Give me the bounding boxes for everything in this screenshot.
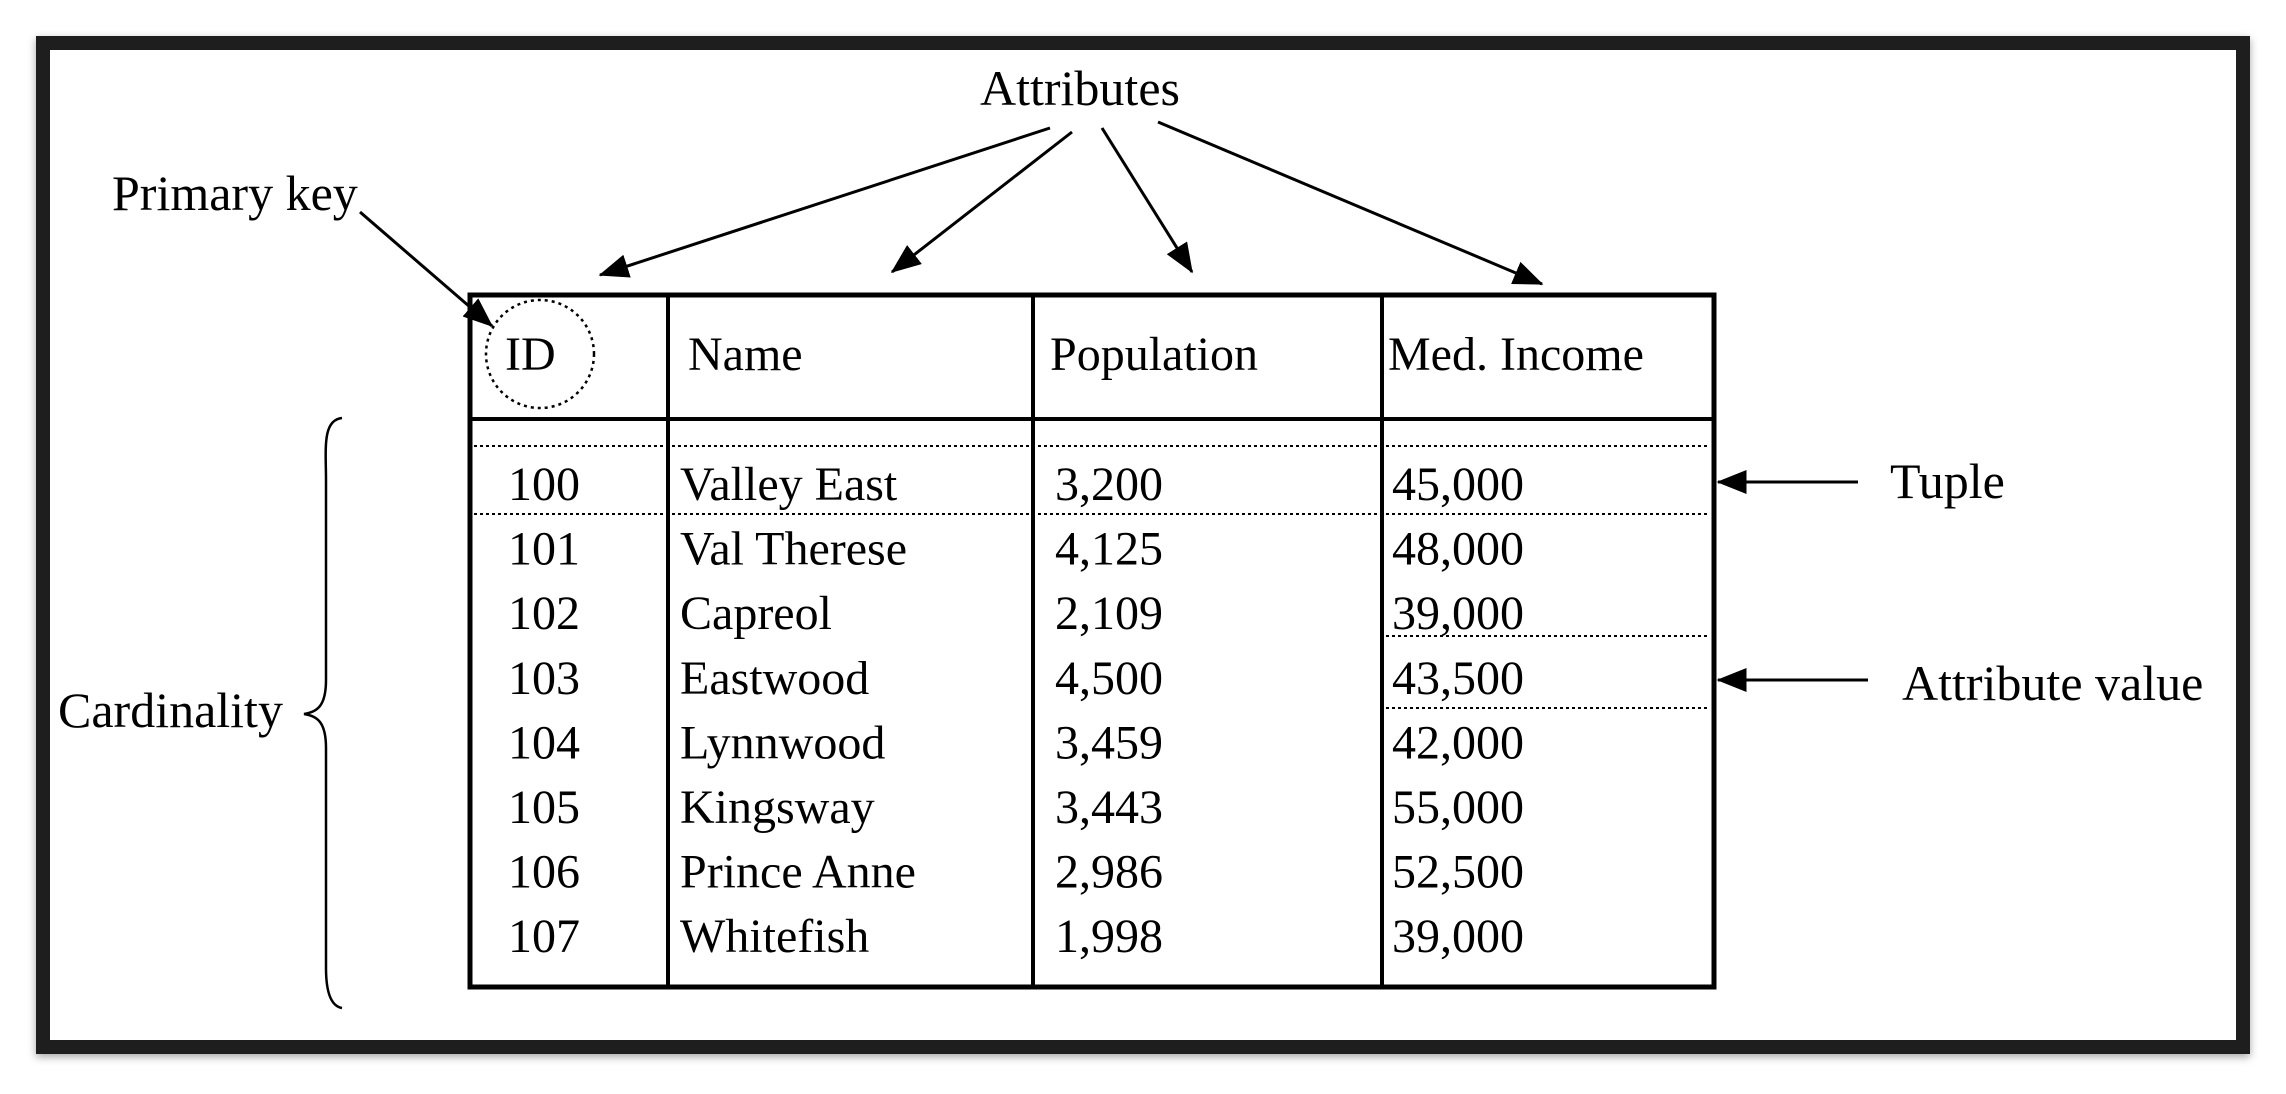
attribute-arrow-income bbox=[1158, 122, 1542, 284]
cardinality-brace bbox=[304, 418, 342, 1008]
table-cell: 4,500 bbox=[1055, 651, 1163, 705]
table-cell: 3,200 bbox=[1055, 458, 1163, 511]
header-cell-population: Population bbox=[1050, 328, 1259, 381]
table-cell: 43,500 bbox=[1392, 651, 1524, 705]
table-cell: 102 bbox=[508, 587, 580, 641]
table-cell: 105 bbox=[508, 781, 580, 834]
header-cell-id: ID bbox=[505, 328, 556, 381]
table-cell: 106 bbox=[508, 845, 580, 899]
table-cell: 39,000 bbox=[1392, 587, 1524, 641]
table-cell: 103 bbox=[508, 651, 580, 705]
table-cell: 39,000 bbox=[1392, 910, 1524, 964]
attribute-arrow-population bbox=[1102, 128, 1192, 272]
table-cell: Valley East bbox=[680, 458, 898, 511]
table-cell: 104 bbox=[508, 716, 580, 770]
table-row bbox=[508, 523, 1524, 576]
table-cell: Eastwood bbox=[680, 651, 870, 705]
table-header-row bbox=[505, 328, 1644, 381]
table-cell: 3,443 bbox=[1055, 781, 1163, 834]
table-cell: 100 bbox=[508, 458, 580, 511]
table-cell: 101 bbox=[508, 522, 580, 576]
table-cell: 52,500 bbox=[1392, 845, 1524, 899]
table-cell: 107 bbox=[508, 910, 580, 964]
attribute-value-label: Attribute value bbox=[1902, 655, 2204, 711]
table-row bbox=[508, 716, 1524, 769]
attribute-arrow-name bbox=[892, 132, 1072, 272]
table-cell: 55,000 bbox=[1392, 781, 1524, 834]
table-cell: 42,000 bbox=[1392, 716, 1524, 770]
tuple-label: Tuple bbox=[1890, 453, 2005, 509]
table-cell: Whitefish bbox=[680, 910, 870, 964]
table-cell: 3,459 bbox=[1055, 716, 1163, 770]
table-cell: 1,998 bbox=[1055, 910, 1163, 964]
table-cell: Val Therese bbox=[680, 522, 908, 576]
table-body bbox=[508, 458, 1524, 963]
table-row bbox=[508, 587, 1524, 640]
header-cell-name: Name bbox=[688, 328, 803, 381]
table-row bbox=[508, 910, 1524, 963]
table-cell: Prince Anne bbox=[680, 845, 916, 899]
table-cell: Lynnwood bbox=[680, 716, 886, 770]
attributes-label: Attributes bbox=[980, 60, 1180, 116]
table-cell: 45,000 bbox=[1392, 458, 1524, 511]
table-row bbox=[508, 781, 1524, 834]
table-row bbox=[508, 846, 1524, 899]
cardinality-label: Cardinality bbox=[58, 682, 283, 738]
table-cell: Kingsway bbox=[680, 781, 875, 834]
table-row bbox=[508, 652, 1524, 705]
primary-key-label: Primary key bbox=[112, 165, 358, 221]
table-cell: Capreol bbox=[680, 587, 832, 641]
table-row bbox=[508, 458, 1524, 511]
table-cell: 4,125 bbox=[1055, 522, 1163, 576]
header-cell-income: Med. Income bbox=[1388, 328, 1644, 381]
table-cell: 48,000 bbox=[1392, 522, 1524, 576]
table-cell: 2,986 bbox=[1055, 845, 1163, 899]
table-cell: 2,109 bbox=[1055, 587, 1163, 641]
